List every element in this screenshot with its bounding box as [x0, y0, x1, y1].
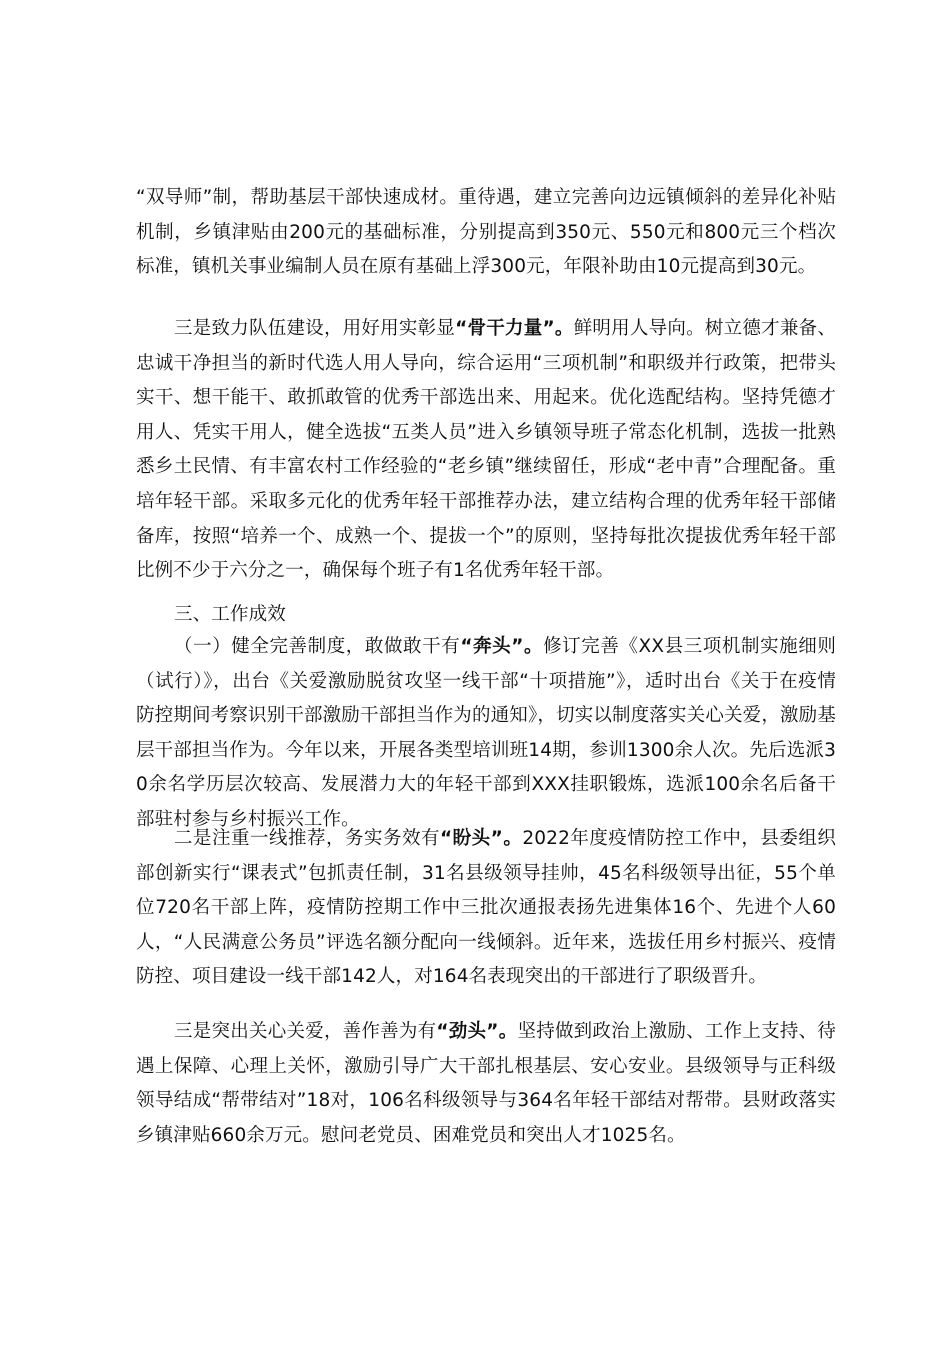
paragraph-rest: 坚持做到政治上激励、工作上支持、待遇上保障、心理上关怀，激励引导广大干部扎根基层、安心安业。县级领导与正科级领导结成“帮带结对”18对，106名科级领导与364名年轻干部结对帮带。县财政落实乡镇津贴660余万元。慰问老党员、困难党员和突出人才1025名。: [136, 1021, 836, 1146]
paragraph-text: “双导师”制，帮助基层干部快速成材。重待遇，建立完善向边远镇倾斜的差异化补贴机制，乡镇津贴由200元的基础标准，分别提高到350元、550元和800元三个档次标准，镇机关事业编制人员在原有基础上浮300元，年限补助由10元提高到30元。: [136, 187, 836, 278]
paragraph-lead: 三是致力队伍建设，用好用实彰显: [174, 318, 456, 339]
paragraph-lead: 三是突出关心关爱，善作善为有: [174, 1021, 437, 1042]
paragraph-rest: 修订完善《XX县三项机制实施细则（试行）》，出台《关爱激励脱贫攻坚一线干部“十项措施”》，适时出台《关于在疫情防控期间考察识别干部激励干部担当作为的通知》，切实以制度落实关心关爱，激励基层干部担当作为。今年以来，开展各类型培训班14期，参训1300余人次。先后选派30余名学历层次较高、发展潜力大的年轻干部到XXX挂职锻炼，选派100余名后备干部驻村参与乡村振兴工作。: [136, 636, 836, 830]
paragraph-emphasis: “骨干力量”。: [455, 318, 574, 339]
paragraph-emphasis: “盼头”。: [440, 828, 523, 849]
section-heading-text: 三、工作成效: [174, 604, 286, 625]
paragraph-rest: 2022年度疫情防控工作中，县委组织部创新实行“课表式”包抓责任制，31名县级领导挂帅，45名科级领导出征，55个单位720名干部上阵，疫情防控期工作中三批次通报表扬先进集体16个、先进个人60人，“人民满意公务员”评选名额分配向一线倾斜。近年来，选拔任用乡村振兴、疫情防控、项目建设一线干部142人，对164名表现突出的干部进行了职级晋升。: [136, 828, 836, 988]
paragraph-rest: 鲜明用人导向。树立德才兼备、忠诚干净担当的新时代选人用人导向，综合运用“三项机制”和职级并行政策，把带头实干、想干能干、敢抓敢管的优秀干部选出来、用起来。优化选配结构。坚持凭德才用人、凭实干用人，健全选拔“五类人员”进入乡镇领导班子常态化机制，选拔一批熟悉乡土民情、有丰富农村工作经验的“老乡镇”继续留任，形成“老中青”合理配备。重培年轻干部。采取多元化的优秀年轻干部推荐办法，建立结构合理的优秀年轻干部储备库，按照“培养一个、成熟一个、提拔一个”的原则，坚持每批次提拔优秀年轻干部比例不少于六分之一，确保每个班子有1名优秀年轻干部。: [136, 318, 836, 582]
paragraph-team-building: [136, 312, 836, 589]
paragraph-lead: 二是注重一线推荐，务实务效有: [174, 828, 440, 849]
paragraph-emphasis: “奔头”。: [460, 636, 544, 657]
paragraph-frontline-recommendation: [136, 822, 836, 995]
paragraph-subsidy-mechanism: [136, 181, 836, 285]
paragraph-care-support: [136, 1015, 836, 1153]
paragraph-emphasis: “劲头”。: [436, 1021, 518, 1042]
section-heading-results: [136, 598, 836, 633]
paragraph-system-improvement: [136, 630, 836, 838]
paragraph-lead: （一）健全完善制度，敢做敢干有: [174, 636, 461, 657]
